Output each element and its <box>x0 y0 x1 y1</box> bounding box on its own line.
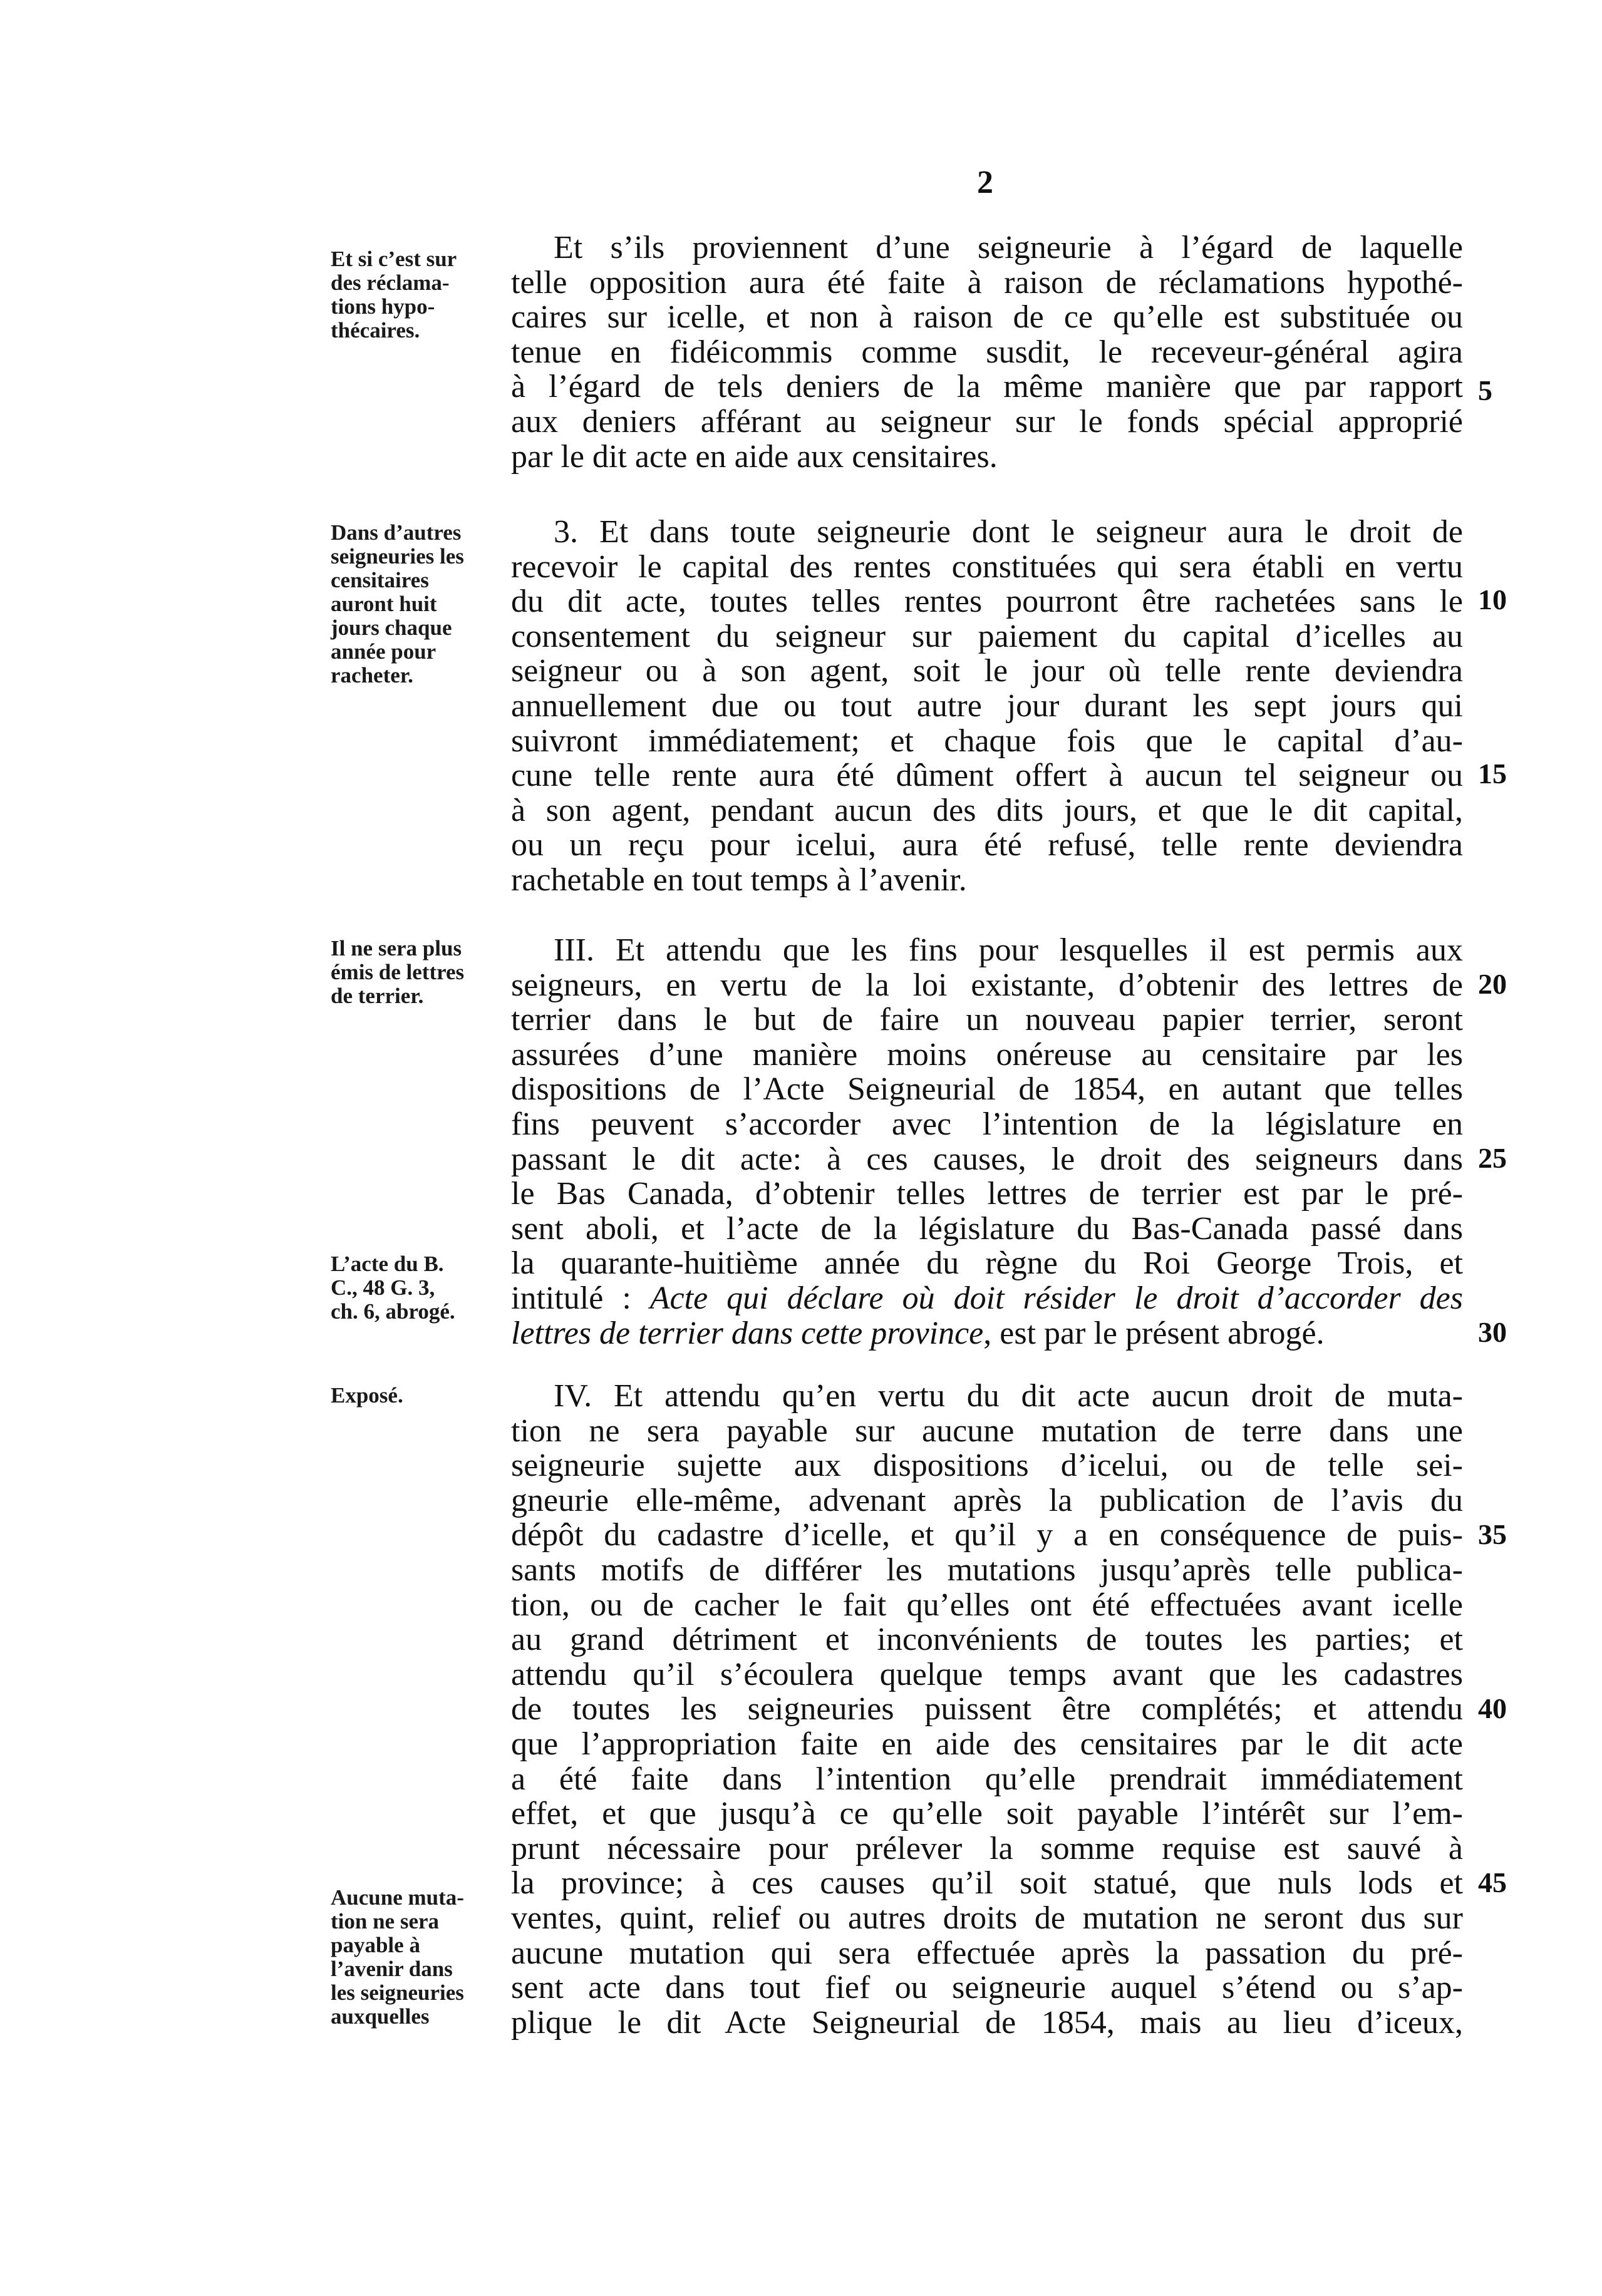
text-line: sent aboli, et l’acte de la législature du Bas-Canada passé dans <box>511 1210 1463 1247</box>
text-line: sants motifs de différer les mutations jusqu’après telle publica- <box>511 1552 1463 1588</box>
margin-note-eight-days <box>331 521 512 687</box>
line-number: 45 <box>1478 1866 1507 1898</box>
text-line: attendu qu’il s’écoulera quelque temps avant que les cadastres <box>511 1656 1463 1692</box>
margin-line: des réclama- <box>331 270 450 295</box>
margin-line: seigneuries les <box>331 544 464 569</box>
margin-line: thécaires. <box>331 318 420 342</box>
text-line: tion, ou de cacher le fait qu’elles ont été effectuées avant icelle <box>511 1587 1463 1623</box>
text-line: à l’égard de tels deniers de la même manière que par rapport <box>511 369 1463 405</box>
margin-line: émis de lettres <box>331 960 465 984</box>
line-number: 5 <box>1478 374 1492 406</box>
text-line: III. Et attendu que les fins pour lesquelles il est permis aux <box>554 932 1463 968</box>
text-line: seigneurs, en vertu de la loi existante, d’obtenir des lettres de <box>511 967 1463 1003</box>
line-number: 15 <box>1478 758 1507 790</box>
act-title-italic: Acte qui déclare où doit résider le droit d’accorder des <box>649 1280 1464 1316</box>
margin-note-no-more-letters <box>331 937 512 1008</box>
act-title-italic: lettres de terrier dans cette province <box>511 1315 984 1351</box>
text-line: plique le dit Acte Seigneurial de 1854, mais au lieu d’iceux, <box>511 2004 1463 2041</box>
text-line: annuellement due ou tout autre jour durant les sept jours qui <box>511 687 1463 724</box>
text-line: terrier dans le but de faire un nouveau papier terrier, seront <box>511 1002 1463 1038</box>
text-line: consentement du seigneur sur paiement du capital d’icelles au <box>511 618 1463 654</box>
text-line: au grand détriment et inconvénients de toutes les parties; et <box>511 1622 1463 1658</box>
page-number: 2 <box>977 165 993 200</box>
text-line: du dit acte, toutes telles rentes pourront être rachetées sans le <box>511 584 1463 620</box>
text-line: la quarante-huitième année du règne du Roi George Trois, et <box>511 1245 1463 1282</box>
margin-line: racheter. <box>331 663 413 687</box>
paragraph-hypothecary <box>511 230 1463 474</box>
text-line-italic-title-end <box>511 1316 1463 1351</box>
text-line: IV. Et attendu qu’en vertu du dit acte aucun droit de muta- <box>554 1378 1463 1414</box>
margin-line: tion ne sera <box>331 1909 440 1933</box>
text-line: fins peuvent s’accorder avec l’intention de la législature en <box>511 1106 1463 1142</box>
margin-line: les seigneuries <box>331 1980 464 2005</box>
text-line: seigneurie sujette aux dispositions d’icelui, ou de telle sei- <box>511 1448 1463 1484</box>
text-line: prunt nécessaire pour prélever la somme requise est sauvé à <box>511 1830 1463 1866</box>
margin-note-no-mutation <box>331 1886 512 2029</box>
margin-note-act-repealed <box>331 1252 512 1324</box>
text-line: tion ne sera payable sur aucune mutation de terre dans une <box>511 1413 1463 1449</box>
text-line: telle opposition aura été faite à raison de réclamations hypothé- <box>511 264 1463 301</box>
text-line: aucune mutation qui sera effectuée après la passation du pré- <box>511 1935 1463 1971</box>
text-line: tenue en fidéicommis comme susdit, le receveur-général agira <box>511 334 1463 370</box>
text-line: la province; à ces causes qu’il soit statué, que nuls lods et <box>511 1865 1463 1902</box>
text-line: assurées d’une manière moins onéreuse au censitaire par les <box>511 1036 1463 1073</box>
text-line: caires sur icelle, et non à raison de ce qu’elle est substituée ou <box>511 299 1463 336</box>
margin-line: C., 48 G. 3, <box>331 1275 435 1300</box>
text-line: sent acte dans tout fief ou seigneurie auquel s’étend ou s’ap- <box>511 1970 1463 2006</box>
text-line: 3. Et dans toute seigneurie dont le seigneur aura le droit de <box>554 514 1463 550</box>
text-line: seigneur ou à son agent, soit le jour où telle rente deviendra <box>511 653 1463 689</box>
margin-line: jours chaque <box>331 615 452 640</box>
margin-line: de terrier. <box>331 984 424 1008</box>
line-number: 20 <box>1478 968 1507 1000</box>
text-fragment: intitulé : <box>511 1280 650 1316</box>
line-number: 10 <box>1478 584 1507 615</box>
margin-line: tions hypo- <box>331 294 435 319</box>
line-number: 35 <box>1478 1518 1507 1550</box>
line-number: 40 <box>1478 1692 1507 1724</box>
text-line: dispositions de l’Acte Seigneurial de 1854, en autant que telles <box>511 1071 1463 1108</box>
text-line: cune telle rente aura été dûment offert à aucun tel seigneur ou <box>511 758 1463 794</box>
margin-line: Dans d’autres <box>331 520 462 545</box>
text-line: Et s’ils proviennent d’une seigneurie à l’égard de laquelle <box>554 230 1463 265</box>
line-number: 30 <box>1478 1316 1507 1348</box>
margin-line: Et si c’est sur <box>331 247 457 271</box>
text-line: recevoir le capital des rentes constituées qui sera établi en vertu <box>511 548 1463 585</box>
text-fragment: , est par le présent abrogé. <box>983 1315 1325 1351</box>
text-line-italic-title <box>511 1281 1463 1316</box>
margin-line: Aucune muta- <box>331 1885 464 1910</box>
margin-note-hypothecary-claims <box>331 247 512 342</box>
text-line: dépôt du cadastre d’icelle, et qu’il y a en conséquence de puis- <box>511 1517 1463 1553</box>
text-line: ou un reçu pour icelui, aura été refusé, telle rente deviendra <box>511 827 1463 863</box>
text-line: ventes, quint, relief ou autres droits de mutation ne seront dus sur <box>511 1900 1463 1936</box>
paragraph-section-IV <box>511 1379 1463 2040</box>
margin-line: payable à <box>331 1933 420 1957</box>
paragraph-section-III <box>511 933 1463 1351</box>
margin-line: Il ne sera plus <box>331 936 462 960</box>
text-line: aux deniers afférant au seigneur sur le fonds spécial approprié <box>511 403 1463 440</box>
text-line: par le dit acte en aide aux censitaires. <box>511 438 998 475</box>
text-line: passant le dit acte: à ces causes, le droit des seigneurs dans <box>511 1141 1463 1177</box>
text-line: rachetable en tout temps à l’avenir. <box>511 862 967 898</box>
margin-line: Exposé. <box>331 1383 403 1408</box>
text-line: le Bas Canada, d’obtenir telles lettres de terrier est par le pré- <box>511 1176 1463 1212</box>
text-line: de toutes les seigneuries puissent être complétés; et attendu <box>511 1691 1463 1727</box>
text-line: a été faite dans l’intention qu’elle prendrait immédiatement <box>511 1761 1463 1797</box>
margin-line: auxquelles <box>331 2004 430 2029</box>
text-line: effet, et que jusqu’à ce qu’elle soit payable l’intérêt sur l’em- <box>511 1796 1463 1832</box>
margin-note-expose <box>331 1384 512 1408</box>
margin-line: L’acte du B. <box>331 1252 444 1276</box>
text-line: que l’appropriation faite en aide des censitaires par le dit acte <box>511 1726 1463 1762</box>
line-number: 25 <box>1478 1142 1507 1174</box>
margin-line: censitaires <box>331 568 429 592</box>
paragraph-section-3 <box>511 515 1463 898</box>
margin-line: auront huit <box>331 592 437 616</box>
margin-line: ch. 6, abrogé. <box>331 1299 455 1324</box>
text-line: suivront immédiatement; et chaque fois que le capital d’au- <box>511 723 1463 759</box>
margin-line: année pour <box>331 639 437 664</box>
text-line: gneurie elle-même, advenant après la publication de l’avis du <box>511 1482 1463 1518</box>
text-line: à son agent, pendant aucun des dits jours, et que le dit capital, <box>511 792 1463 828</box>
margin-line: l’avenir dans <box>331 1957 453 1981</box>
